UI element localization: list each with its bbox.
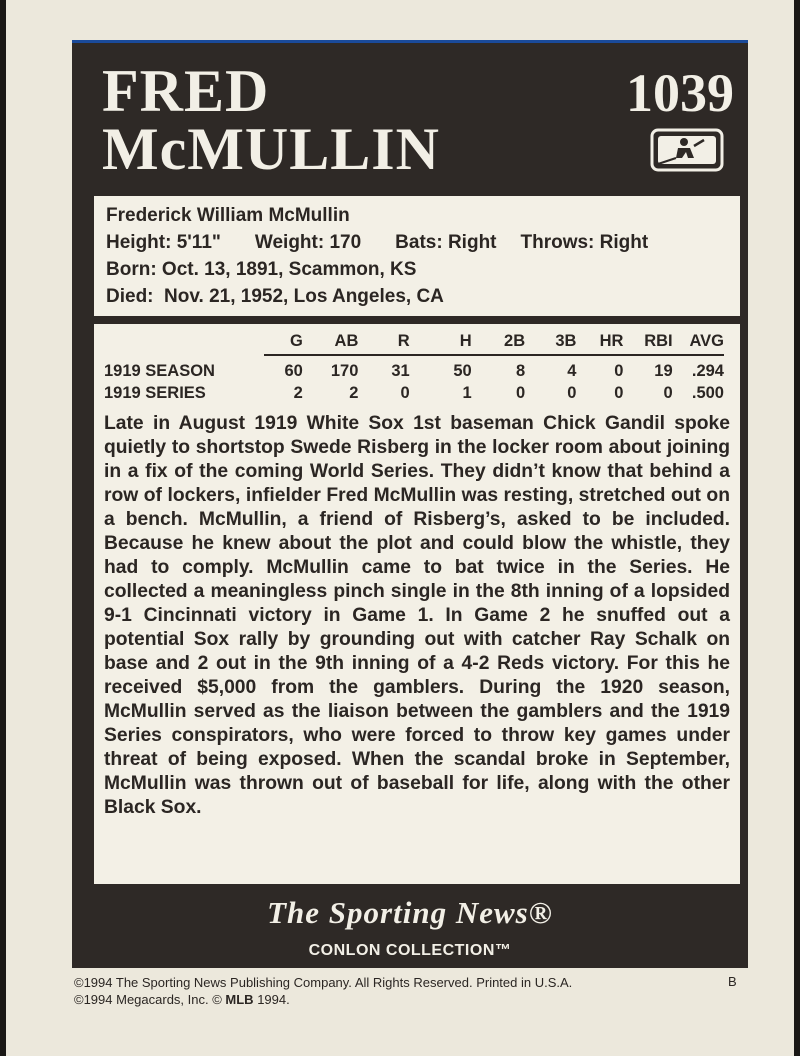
- stat-cell: 4: [567, 362, 577, 380]
- stat-cell: 2: [349, 384, 359, 402]
- weight: Weight: 170: [254, 232, 362, 253]
- conlon-collection: CONLON COLLECTION™: [308, 942, 512, 959]
- card-number: 1039: [626, 63, 734, 123]
- stat-cell: 8: [515, 362, 526, 380]
- stat-cell: 50: [453, 362, 472, 380]
- table-row: [104, 382, 724, 404]
- stat-cell: 0: [515, 384, 526, 402]
- career-story: Late in August 1919 White Sox 1st baseman Chick Gandil spoke quietly to shortstop Swede Risberg in the locker room about joining in a fix of the coming World Series. They didn’t know that behind a row of lockers, infielder Fred McMullin was resting, stretched out on a bench. McMullin, a friend of Risberg’s, asked to be included. Because he knew about the plot and could blow the whistle, they had to comply. McMullin came to bat twice in the Series. He collected a meaningless pinch single in the 8th inning of a lopsided 9-1 Cincinnati victory in Game 1. In Game 2 he snuffed out a potential Sox rally by grounding out with catcher Ray Schalk on base and 2 out in the 9th inning of a 4-2 Reds victory. For this he received $5,000 from the gamblers. During the 1920 season, McMullin served as the liaison between the gamblers and the 1919 Series conspirators, who were forced to throw key games under threat of being exposed. When the scandal broke in September, McMullin was thrown out of baseball for life, along with the other Black Sox.: [104, 413, 730, 818]
- stat-cell: 60: [284, 362, 303, 380]
- physical-row: [106, 229, 728, 256]
- stat-cell: .500: [691, 384, 724, 402]
- stat-cell: 0: [614, 362, 624, 380]
- stat-cell: 1: [462, 384, 472, 402]
- copyright-notice: [74, 974, 744, 1008]
- born: Born: Oct. 13, 1891, Scammon, KS: [106, 259, 417, 280]
- stat-cell: 0: [567, 384, 577, 402]
- stat-cell: 2: [293, 384, 303, 402]
- stat-cell: .294: [691, 362, 724, 380]
- row-label: 1919 SERIES: [104, 384, 206, 402]
- stat-cell: 170: [330, 362, 359, 380]
- table-row: [104, 355, 724, 382]
- player-name-line2: McMULLIN: [102, 116, 440, 182]
- stats-and-story-panel: [94, 324, 740, 884]
- stat-cell: 31: [391, 362, 410, 380]
- col-g: G: [264, 330, 302, 355]
- height: Height: 5'11": [106, 232, 221, 253]
- row-label: 1919 SEASON: [104, 361, 215, 380]
- bats: Bats: Right: [395, 232, 497, 253]
- stat-cell: 19: [654, 362, 673, 380]
- col-avg: AVG: [673, 330, 724, 355]
- copyright-line2-text: ©1994 Megacards, Inc. ©: [74, 992, 226, 1007]
- col-hr: HR: [576, 330, 623, 355]
- card-edge-right: [794, 0, 800, 1056]
- copyright-line1: ©1994 The Sporting News Publishing Company. All Rights Reserved. Printed in U.S.A.: [74, 975, 573, 990]
- col-3b: 3B: [525, 330, 576, 355]
- accent-bar: [72, 40, 748, 43]
- stat-cell: 0: [614, 384, 624, 402]
- throws: Throws: Right: [520, 232, 649, 253]
- col-2b: 2B: [472, 330, 525, 355]
- player-name: [102, 58, 440, 182]
- mlb-logo-icon: [650, 128, 724, 172]
- mlb-mark: MLB: [225, 992, 254, 1007]
- stats-header-row: [104, 330, 724, 355]
- stat-cell: 0: [663, 384, 673, 402]
- player-name-line1: FRED: [102, 58, 270, 124]
- stat-cell: 0: [400, 384, 410, 402]
- copyright-line2: [74, 991, 744, 1008]
- col-rbi: RBI: [623, 330, 672, 355]
- col-r: R: [358, 330, 409, 355]
- died: Died: Nov. 21, 1952, Los Angeles, CA: [106, 286, 444, 307]
- sporting-news-logo: The Sporting News®: [267, 895, 553, 930]
- print-code: B: [728, 974, 737, 989]
- col-ab: AB: [303, 330, 359, 355]
- col-h: H: [410, 330, 472, 355]
- stats-table: [104, 330, 724, 404]
- full-name: Frederick William McMullin: [106, 205, 350, 226]
- copyright-line2-year: 1994.: [253, 992, 290, 1007]
- bio-panel: [94, 196, 740, 316]
